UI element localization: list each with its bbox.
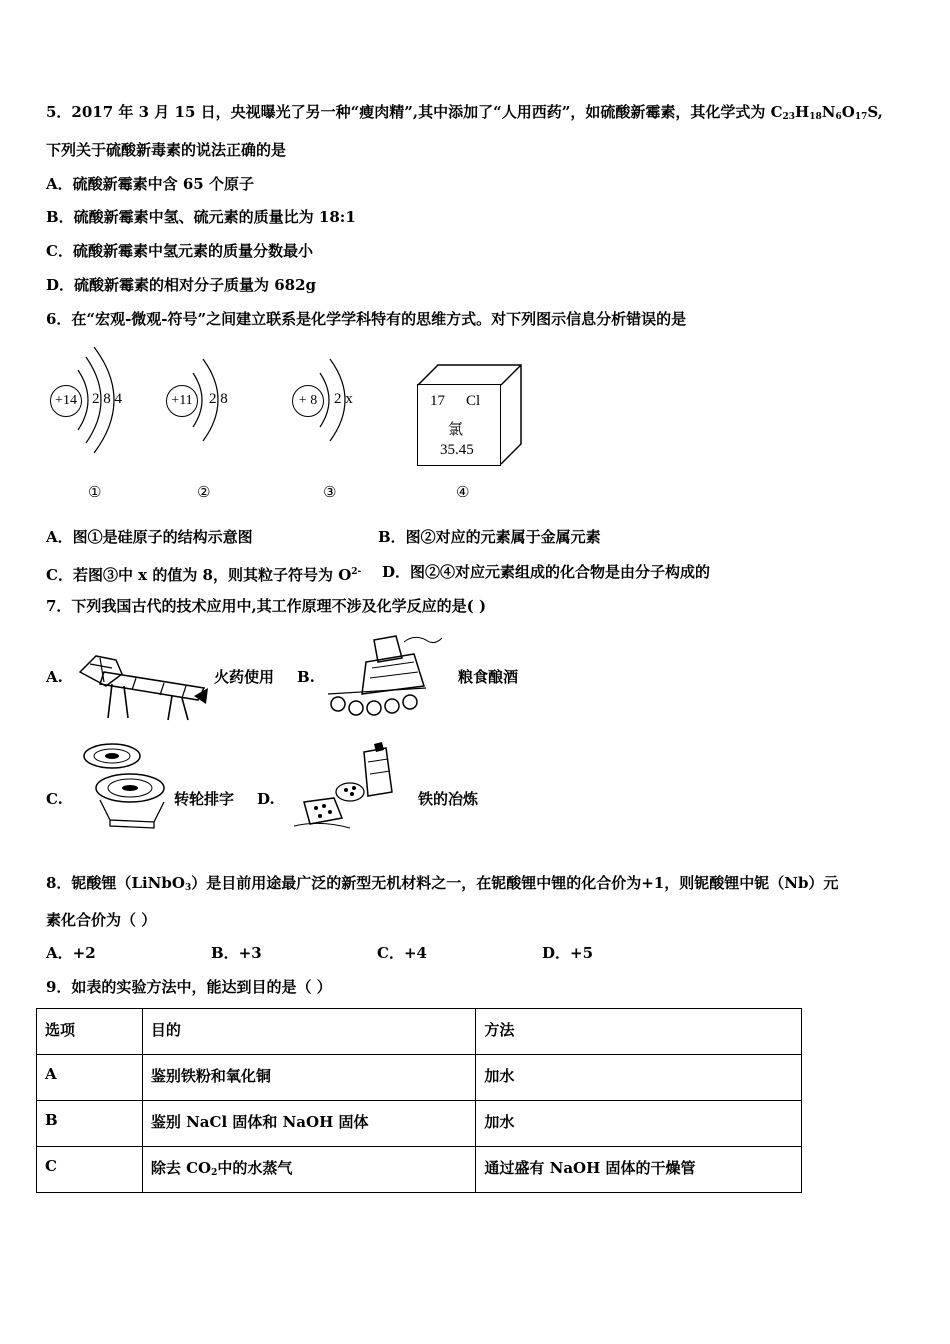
row-c-method: 通过盛有 NaOH 固体的干燥管 (476, 1147, 802, 1193)
row-b-aim: 鉴别 NaCl 固体和 NaOH 固体 (142, 1101, 476, 1147)
electron-counts-1: 2 8 4 (92, 391, 122, 407)
q6-option-c: C．若图③中 x 的值为 8，则其粒子符号为 $O^{2-}$ (46, 566, 362, 584)
q8-stem-line2: 素化合价为（ ） (46, 911, 157, 929)
element-name: 氯 (448, 420, 464, 438)
table-header-row (37, 1009, 802, 1055)
figure-label-2: ② (197, 483, 211, 501)
q8-option-d: D．+5 (542, 944, 594, 962)
row-b-method: 加水 (476, 1101, 802, 1147)
q6-stem: 6．在“宏观-微观-符号”之间建立联系是化学学科特有的思维方式。对下列图示信息分析错误的是 (46, 310, 687, 328)
nucleus-2: +11 (166, 385, 198, 417)
header-option: 选项 (37, 1009, 143, 1055)
q5-stem-line2: 下列关于硫酸新毒素的说法正确的是 (46, 141, 287, 159)
element-box-front (417, 384, 501, 466)
atomic-mass: 35.45 (440, 442, 474, 458)
iron-smelting-illustration (290, 742, 414, 832)
q8-option-a: A．+2 (46, 944, 96, 962)
q6-option-a: A．图①是硅原子的结构示意图 (46, 528, 253, 546)
q8-option-b: B．+3 (211, 944, 262, 962)
row-a-aim: 鉴别铁粉和氧化铜 (142, 1055, 476, 1101)
row-a-option: A (37, 1055, 143, 1101)
gunpowder-rocket-illustration (76, 638, 210, 722)
q7-option-b-letter: B. (297, 668, 315, 686)
atomic-number: 17 (430, 393, 445, 409)
q5-option-a: A．硫酸新霉素中含 65 个原子 (46, 175, 254, 193)
q5-option-b: B．硫酸新霉素中氢、硫元素的质量比为 18:1 (46, 208, 356, 226)
q7-option-d-text: 铁的冶炼 (418, 790, 479, 808)
q6-option-d: D．图②④对应元素组成的化合物是由分子构成的 (382, 563, 711, 581)
q9-stem: 9．如表的实验方法中，能达到目的是（ ） (46, 978, 332, 996)
q7-option-b-text: 粮食酿酒 (458, 668, 519, 686)
q7-option-a-text: 火药使用 (214, 668, 275, 686)
q5-stem-line1: 5．2017 年 3 月 15 日，央视曝光了另一种“瘦肉精”,其中添加了“人用西药”，如硫酸新霉素，其化学式为 $C_{23}H_{18}N_6O_{17}S$, (46, 103, 883, 122)
q7-option-d-letter: D. (257, 790, 275, 808)
row-b-option: B (37, 1101, 143, 1147)
header-method: 方法 (476, 1009, 802, 1055)
table-row (37, 1101, 802, 1147)
header-aim: 目的 (142, 1009, 476, 1055)
figure-label-1: ① (88, 483, 102, 501)
element-symbol: Cl (466, 393, 481, 409)
q5-option-c: C．硫酸新霉素中氢元素的质量分数最小 (46, 242, 313, 260)
row-c-aim: 除去 $CO_2$中的水蒸气 (142, 1147, 476, 1193)
electron-counts-3: 2 x (334, 391, 353, 407)
q9-table (36, 1008, 802, 1193)
q7-option-c-letter: C. (46, 790, 63, 808)
row-a-method: 加水 (476, 1055, 802, 1101)
nucleus-1: +14 (50, 385, 82, 417)
electron-counts-2: 2 8 (209, 391, 228, 407)
table-row (37, 1055, 802, 1101)
q8-option-c: C．+4 (377, 944, 427, 962)
q8-stem-line1: 8．铌酸锂（LiNbO$_3$）是目前用途最广泛的新型无机材料之一，在铌酸锂中锂的化合价为+1，则铌酸锂中铌（Nb）元 (46, 874, 839, 893)
q7-option-c-text: 转轮排字 (174, 790, 235, 808)
q7-stem: 7．下列我国古代的技术应用中,其工作原理不涉及化学反应的是( ) (46, 597, 487, 615)
row-c-option: C (37, 1147, 143, 1193)
figure-label-3: ③ (323, 483, 337, 501)
grain-wine-brewing-illustration (322, 628, 444, 720)
q7-option-a-letter: A. (46, 668, 63, 686)
figure-label-4: ④ (456, 483, 470, 501)
table-row (37, 1147, 802, 1193)
rotating-type-wheel-illustration (76, 740, 168, 830)
q5-option-d: D．硫酸新霉素的相对分子质量为 682g (46, 276, 317, 294)
q6-option-b: B．图②对应的元素属于金属元素 (378, 528, 601, 546)
nucleus-3: + 8 (292, 385, 324, 417)
